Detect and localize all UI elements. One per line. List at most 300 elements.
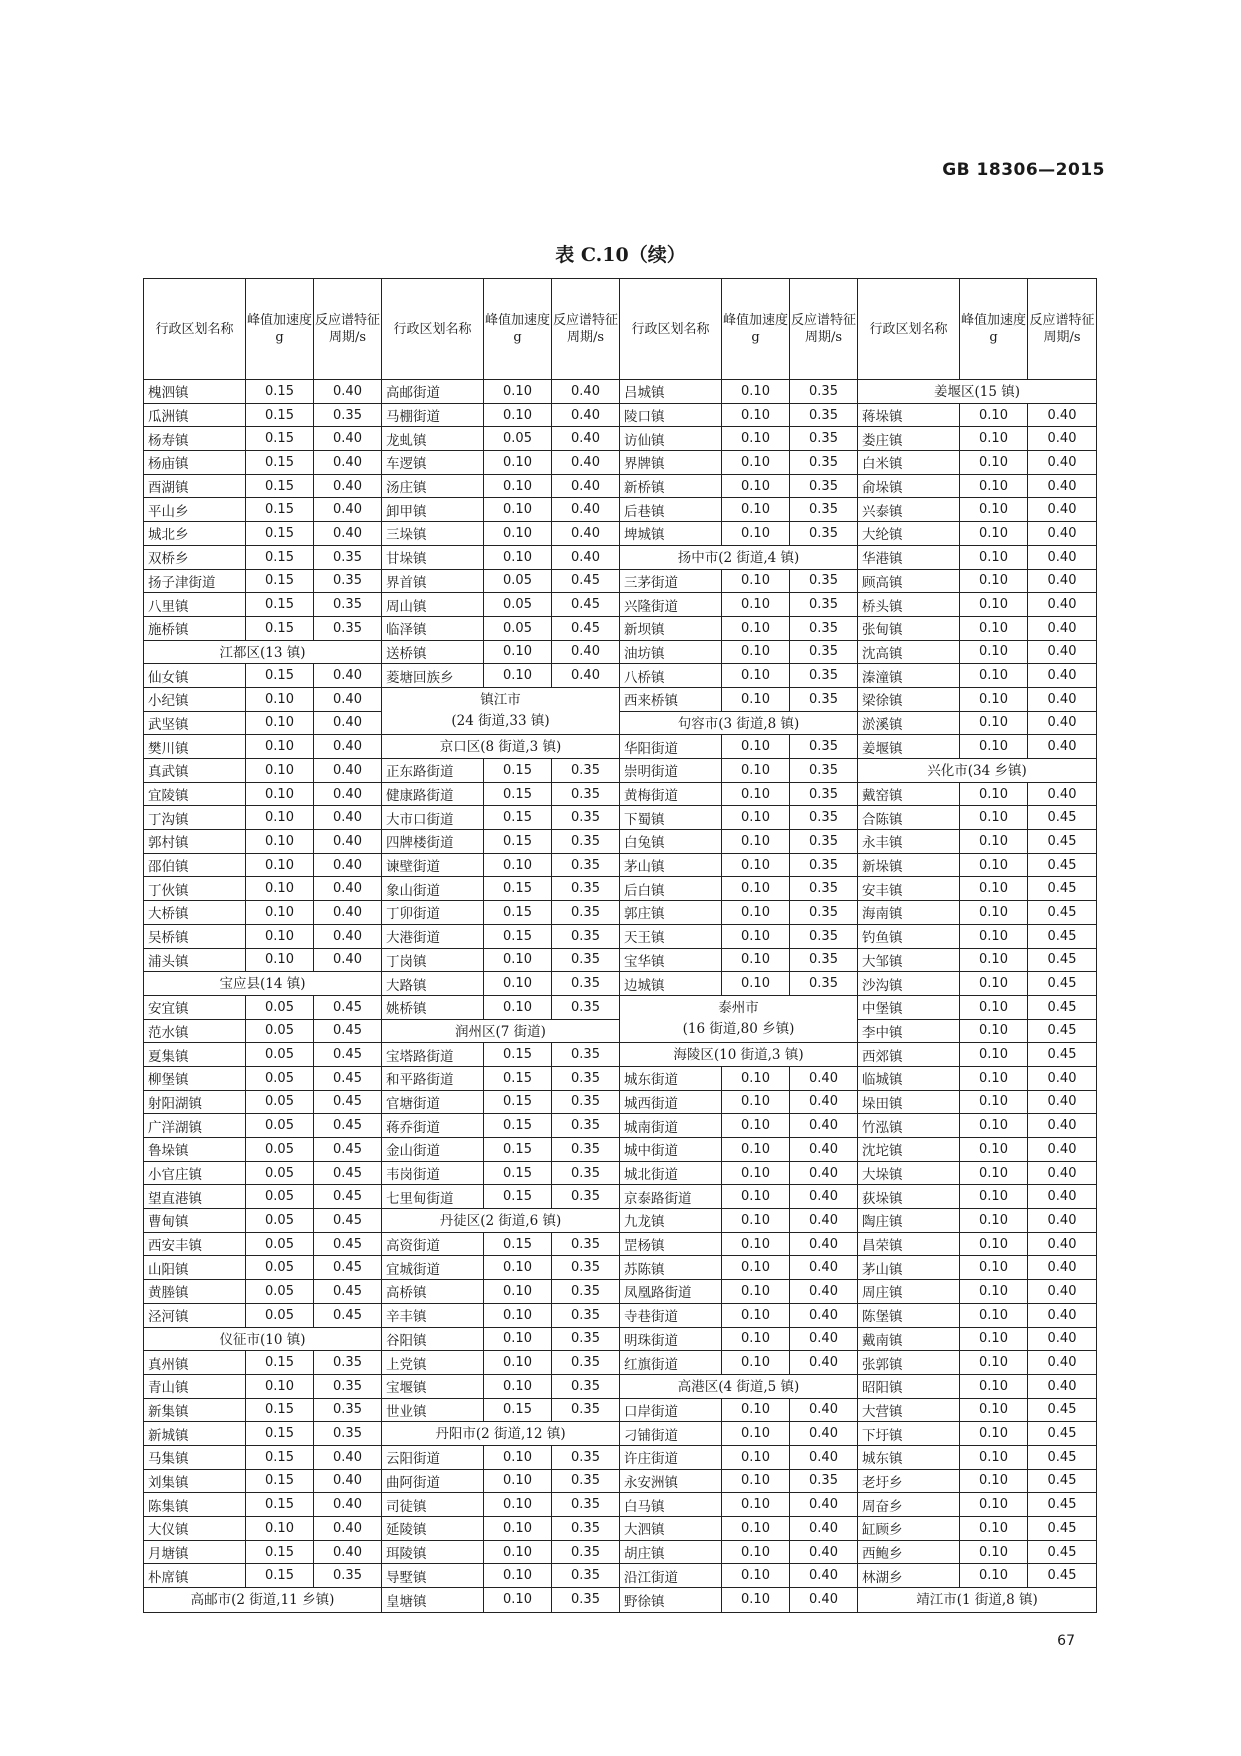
table-row <box>858 1114 1096 1138</box>
characteristic-period: 0.40 <box>809 1165 838 1181</box>
characteristic-period: 0.40 <box>1047 1260 1077 1276</box>
table-row <box>620 1422 857 1446</box>
peak-acceleration: 0.10 <box>722 901 790 924</box>
district-header: 海陵区(10 街道,3 镇) <box>620 1043 857 1067</box>
division-name: 垛田镇 <box>858 1091 960 1114</box>
peak-acceleration: 0.10 <box>484 972 552 995</box>
table-row <box>144 1351 381 1375</box>
table-row <box>620 1541 857 1565</box>
characteristic-period: 0.45 <box>333 1189 362 1205</box>
header-name: 行政区划名称 <box>382 279 484 379</box>
table-row <box>858 641 1096 665</box>
table-row <box>620 1233 857 1257</box>
table-row <box>620 1091 857 1115</box>
peak-acceleration: 0.10 <box>722 735 790 758</box>
division-name: 真武镇 <box>144 759 246 782</box>
table-row <box>382 498 619 522</box>
table-row <box>858 1280 1096 1304</box>
peak-acceleration: 0.05 <box>484 427 552 450</box>
table-row <box>858 498 1096 522</box>
table-row <box>382 1280 619 1304</box>
peak-acceleration: 0.10 <box>246 854 314 877</box>
division-name: 后白镇 <box>620 877 722 900</box>
peak-acceleration: 0.10 <box>960 1517 1028 1540</box>
table-row <box>382 925 619 949</box>
table-row <box>858 1422 1096 1446</box>
peak-acceleration: 0.15 <box>246 1470 314 1493</box>
characteristic-period: 0.40 <box>1047 739 1077 755</box>
peak-acceleration: 0.10 <box>722 1114 790 1137</box>
characteristic-period: 0.35 <box>571 1473 600 1489</box>
division-name: 吴桥镇 <box>144 925 246 948</box>
peak-acceleration: 0.10 <box>246 925 314 948</box>
peak-acceleration: 0.10 <box>722 1470 790 1493</box>
characteristic-period: 0.40 <box>1047 454 1077 470</box>
division-name: 健康路街道 <box>382 783 484 806</box>
table-row <box>382 1588 619 1612</box>
table-row <box>620 1517 857 1541</box>
peak-acceleration: 0.10 <box>722 925 790 948</box>
peak-acceleration: 0.10 <box>484 1351 552 1374</box>
table-row <box>144 854 381 878</box>
table-row <box>620 949 857 973</box>
peak-acceleration: 0.10 <box>484 1588 552 1612</box>
characteristic-period: 0.35 <box>571 1568 600 1584</box>
peak-acceleration: 0.15 <box>484 1399 552 1422</box>
division-name: 酉湖镇 <box>144 475 246 498</box>
peak-acceleration: 0.10 <box>960 1162 1028 1185</box>
characteristic-period: 0.40 <box>333 691 362 707</box>
division-name: 沙沟镇 <box>858 972 960 995</box>
peak-acceleration: 0.15 <box>484 1233 552 1256</box>
division-name: 凤凰路街道 <box>620 1280 722 1303</box>
table-row <box>144 593 381 617</box>
characteristic-period: 0.35 <box>571 1283 600 1299</box>
district-header: 润州区(7 街道) <box>382 1020 619 1044</box>
table-row <box>858 1375 1096 1399</box>
division-name: 新垛镇 <box>858 854 960 877</box>
peak-acceleration: 0.10 <box>960 1446 1028 1469</box>
characteristic-period: 0.40 <box>333 810 362 826</box>
peak-acceleration: 0.05 <box>246 1138 314 1161</box>
division-name: 山阳镇 <box>144 1256 246 1279</box>
table-row <box>858 688 1096 712</box>
peak-acceleration: 0.05 <box>246 1280 314 1303</box>
district-header: 兴化市(34 乡镇) <box>858 759 1096 783</box>
peak-acceleration: 0.15 <box>484 1185 552 1208</box>
peak-acceleration: 0.10 <box>722 1185 790 1208</box>
header-peak-acceleration: 峰值加速度g <box>484 279 552 379</box>
table-row <box>620 617 857 641</box>
division-name: 四牌楼街道 <box>382 830 484 853</box>
peak-acceleration: 0.10 <box>722 1304 790 1327</box>
characteristic-period: 0.35 <box>333 407 362 423</box>
column-header <box>382 279 619 380</box>
peak-acceleration: 0.10 <box>722 451 790 474</box>
division-name: 陶庄镇 <box>858 1209 960 1232</box>
characteristic-period: 0.40 <box>333 881 362 897</box>
division-name: 浦头镇 <box>144 949 246 972</box>
table-row <box>144 1446 381 1470</box>
peak-acceleration: 0.10 <box>484 1470 552 1493</box>
characteristic-period: 0.35 <box>571 928 600 944</box>
characteristic-period: 0.40 <box>333 1497 362 1513</box>
division-name: 钓鱼镇 <box>858 925 960 948</box>
table-row <box>144 925 381 949</box>
peak-acceleration: 0.10 <box>722 830 790 853</box>
peak-acceleration: 0.10 <box>246 735 314 758</box>
table-row <box>620 1162 857 1186</box>
table-row <box>382 1233 619 1257</box>
characteristic-period: 0.35 <box>809 454 838 470</box>
division-name: 武坚镇 <box>144 712 246 735</box>
peak-acceleration: 0.15 <box>246 570 314 593</box>
table-row <box>382 854 619 878</box>
division-name: 马集镇 <box>144 1446 246 1469</box>
peak-acceleration: 0.15 <box>484 1091 552 1114</box>
column-header <box>144 279 381 380</box>
column-header <box>858 279 1096 380</box>
division-name: 范水镇 <box>144 1020 246 1043</box>
district-header: 靖江市(1 街道,8 镇) <box>916 1592 1038 1609</box>
table-row <box>858 593 1096 617</box>
characteristic-period: 0.40 <box>809 1592 838 1608</box>
table-row <box>144 1256 381 1280</box>
peak-acceleration: 0.10 <box>246 901 314 924</box>
division-name: 访仙镇 <box>620 427 722 450</box>
characteristic-period: 0.35 <box>809 478 838 494</box>
characteristic-period: 0.40 <box>809 1070 838 1086</box>
characteristic-period: 0.35 <box>571 1070 600 1086</box>
characteristic-period: 0.40 <box>333 833 362 849</box>
table-row <box>858 854 1096 878</box>
characteristic-period: 0.40 <box>1047 786 1077 802</box>
table-row <box>382 806 619 830</box>
characteristic-period: 0.45 <box>333 1283 362 1299</box>
table-row <box>144 1114 381 1138</box>
header-peak-acceleration: 峰值加速度g <box>722 279 790 379</box>
peak-acceleration: 0.10 <box>484 1517 552 1540</box>
division-name: 海南镇 <box>858 901 960 924</box>
table-row <box>858 451 1096 475</box>
table-row <box>620 1304 857 1328</box>
characteristic-period: 0.40 <box>1047 715 1077 731</box>
division-name: 大邹镇 <box>858 949 960 972</box>
division-name: 吕城镇 <box>620 380 722 403</box>
division-name: 下圩镇 <box>858 1422 960 1445</box>
characteristic-period: 0.40 <box>1047 644 1077 660</box>
table-row <box>144 1280 381 1304</box>
district-header: 丹阳市(2 街道,12 镇) <box>382 1422 619 1446</box>
characteristic-period: 0.40 <box>809 1283 838 1299</box>
table-row <box>382 901 619 925</box>
characteristic-period: 0.45 <box>1047 1047 1077 1063</box>
characteristic-period: 0.40 <box>1047 1118 1077 1134</box>
peak-acceleration: 0.10 <box>960 783 1028 806</box>
table-row <box>620 854 857 878</box>
characteristic-period: 0.35 <box>809 928 838 944</box>
characteristic-period: 0.40 <box>333 1520 362 1536</box>
division-name: 泾河镇 <box>144 1304 246 1327</box>
peak-acceleration: 0.05 <box>484 617 552 640</box>
peak-acceleration: 0.10 <box>960 641 1028 664</box>
peak-acceleration: 0.10 <box>722 522 790 545</box>
division-name: 顾高镇 <box>858 570 960 593</box>
header-characteristic-period: 反应谱特征周期/s <box>552 313 618 345</box>
column-header <box>620 279 857 380</box>
division-name: 杨寿镇 <box>144 427 246 450</box>
characteristic-period: 0.35 <box>571 1307 600 1323</box>
peak-acceleration: 0.15 <box>484 1162 552 1185</box>
division-name: 双桥乡 <box>144 546 246 569</box>
division-name: 安宜镇 <box>144 996 246 1019</box>
table-row <box>144 1209 381 1233</box>
division-name: 卸甲镇 <box>382 498 484 521</box>
table-row <box>382 475 619 499</box>
division-name: 小官庄镇 <box>144 1162 246 1185</box>
characteristic-period: 0.40 <box>809 1118 838 1134</box>
characteristic-period: 0.35 <box>571 1331 600 1347</box>
peak-acceleration: 0.05 <box>246 1020 314 1043</box>
characteristic-period: 0.35 <box>333 1402 362 1418</box>
peak-acceleration: 0.10 <box>960 617 1028 640</box>
peak-acceleration: 0.15 <box>246 404 314 427</box>
peak-acceleration: 0.10 <box>722 593 790 616</box>
division-name: 曹甸镇 <box>144 1209 246 1232</box>
characteristic-period: 0.35 <box>333 597 362 613</box>
table-row <box>382 593 619 617</box>
table-row <box>858 925 1096 949</box>
characteristic-period: 0.45 <box>333 1023 362 1039</box>
division-name: 丁沟镇 <box>144 806 246 829</box>
peak-acceleration: 0.05 <box>246 996 314 1019</box>
division-name: 高邮街道 <box>382 380 484 403</box>
district-header: 仪征市(10 镇) <box>144 1328 381 1352</box>
characteristic-period: 0.40 <box>333 952 362 968</box>
city-header-text <box>620 996 857 1042</box>
division-name: 城东镇 <box>858 1446 960 1469</box>
table-row <box>144 877 381 901</box>
characteristic-period: 0.40 <box>809 1544 838 1560</box>
header-characteristic-period: 反应谱特征周期/s <box>1029 313 1095 345</box>
table-row <box>858 617 1096 641</box>
characteristic-period: 0.35 <box>809 573 838 589</box>
characteristic-period: 0.40 <box>1047 1212 1077 1228</box>
city-subdivision-count: (24 街道,33 镇) <box>451 713 550 730</box>
header-peak-acceleration: 峰值加速度g <box>246 279 314 379</box>
peak-acceleration: 0.10 <box>960 1138 1028 1161</box>
division-name: 红旗街道 <box>620 1351 722 1374</box>
division-name: 送桥镇 <box>382 641 484 664</box>
division-name: 新集镇 <box>144 1399 246 1422</box>
table-row <box>144 1233 381 1257</box>
peak-acceleration: 0.15 <box>246 1422 314 1445</box>
table-row <box>144 1185 381 1209</box>
table-row <box>382 759 619 783</box>
peak-acceleration: 0.15 <box>246 664 314 687</box>
table-row <box>382 641 619 665</box>
peak-acceleration: 0.10 <box>722 1564 790 1587</box>
division-name: 永安洲镇 <box>620 1470 722 1493</box>
table-row <box>382 1304 619 1328</box>
peak-acceleration: 0.10 <box>484 1541 552 1564</box>
division-name: 沈坨镇 <box>858 1138 960 1161</box>
characteristic-period: 0.35 <box>809 881 838 897</box>
characteristic-period: 0.45 <box>1047 1473 1077 1489</box>
table-row <box>382 1541 619 1565</box>
characteristic-period: 0.40 <box>333 502 362 518</box>
table-row <box>144 617 381 641</box>
characteristic-period: 0.35 <box>571 952 600 968</box>
table-row <box>144 1470 381 1494</box>
table-row <box>858 546 1096 570</box>
table-column <box>620 279 858 1612</box>
city-header-text <box>382 688 619 734</box>
characteristic-period: 0.35 <box>571 1260 600 1276</box>
peak-acceleration: 0.10 <box>960 451 1028 474</box>
peak-acceleration: 0.05 <box>246 1114 314 1137</box>
district-header: 句容市(3 街道,8 镇) <box>620 712 857 736</box>
characteristic-period: 0.45 <box>1047 952 1077 968</box>
division-name: 槐泗镇 <box>144 380 246 403</box>
table-row <box>382 427 619 451</box>
division-name: 临城镇 <box>858 1067 960 1090</box>
characteristic-period: 0.40 <box>571 407 600 423</box>
peak-acceleration: 0.15 <box>246 1399 314 1422</box>
division-name: 戴窑镇 <box>858 783 960 806</box>
table-row <box>144 546 381 570</box>
division-name: 城西街道 <box>620 1091 722 1114</box>
peak-acceleration: 0.10 <box>484 996 552 1019</box>
table-row <box>858 1162 1096 1186</box>
table-row <box>144 1091 381 1115</box>
characteristic-period: 0.35 <box>333 620 362 636</box>
division-name: 华港镇 <box>858 546 960 569</box>
peak-acceleration: 0.10 <box>722 1280 790 1303</box>
peak-acceleration: 0.05 <box>484 593 552 616</box>
division-name: 大路镇 <box>382 972 484 995</box>
peak-acceleration: 0.15 <box>246 1564 314 1587</box>
division-name: 世业镇 <box>382 1399 484 1422</box>
characteristic-period: 0.35 <box>809 762 838 778</box>
table-row <box>858 1209 1096 1233</box>
division-name: 西鲍乡 <box>858 1541 960 1564</box>
characteristic-period: 0.45 <box>1047 976 1077 992</box>
characteristic-period: 0.40 <box>1047 1165 1077 1181</box>
table-row <box>858 1541 1096 1565</box>
table-row <box>144 498 381 522</box>
division-name: 延陵镇 <box>382 1517 484 1540</box>
characteristic-period: 0.35 <box>809 952 838 968</box>
peak-acceleration: 0.15 <box>484 759 552 782</box>
peak-acceleration: 0.05 <box>246 1304 314 1327</box>
table-row <box>858 1304 1096 1328</box>
peak-acceleration: 0.10 <box>960 593 1028 616</box>
table-row <box>382 1328 619 1352</box>
header-name: 行政区划名称 <box>620 279 722 379</box>
peak-acceleration: 0.05 <box>246 1185 314 1208</box>
characteristic-period: 0.35 <box>571 1141 600 1157</box>
table-row <box>144 427 381 451</box>
table-row <box>382 1256 619 1280</box>
characteristic-period: 0.35 <box>809 431 838 447</box>
characteristic-period: 0.40 <box>333 928 362 944</box>
peak-acceleration: 0.10 <box>246 712 314 735</box>
city-name: 镇江市 <box>480 692 521 709</box>
peak-acceleration: 0.10 <box>722 427 790 450</box>
peak-acceleration: 0.15 <box>484 830 552 853</box>
division-name: 许庄街道 <box>620 1446 722 1469</box>
characteristic-period: 0.35 <box>333 1568 362 1584</box>
peak-acceleration: 0.15 <box>246 498 314 521</box>
characteristic-period: 0.45 <box>1047 1023 1077 1039</box>
division-name: 丁卯街道 <box>382 901 484 924</box>
district-header: 扬中市(2 街道,4 镇) <box>620 546 857 570</box>
table-row <box>382 1564 619 1588</box>
division-name: 郭庄镇 <box>620 901 722 924</box>
characteristic-period: 0.45 <box>333 1212 362 1228</box>
characteristic-period: 0.40 <box>571 478 600 494</box>
characteristic-period: 0.45 <box>1047 1520 1077 1536</box>
division-name: 周山镇 <box>382 593 484 616</box>
division-name: 下蜀镇 <box>620 806 722 829</box>
characteristic-period: 0.40 <box>333 454 362 470</box>
peak-acceleration: 0.10 <box>960 1209 1028 1232</box>
division-name: 车逻镇 <box>382 451 484 474</box>
characteristic-period: 0.35 <box>333 549 362 565</box>
characteristic-period: 0.40 <box>333 904 362 920</box>
peak-acceleration: 0.10 <box>960 1280 1028 1303</box>
peak-acceleration: 0.10 <box>960 1020 1028 1043</box>
characteristic-period: 0.35 <box>809 810 838 826</box>
characteristic-period: 0.40 <box>809 1331 838 1347</box>
characteristic-period: 0.35 <box>571 1189 600 1205</box>
division-name: 大泗镇 <box>620 1517 722 1540</box>
peak-acceleration: 0.15 <box>484 1114 552 1137</box>
table-row <box>620 1470 857 1494</box>
peak-acceleration: 0.15 <box>246 593 314 616</box>
table-row <box>620 783 857 807</box>
peak-acceleration: 0.10 <box>722 498 790 521</box>
characteristic-period: 0.40 <box>1047 691 1077 707</box>
division-name: 官塘街道 <box>382 1091 484 1114</box>
division-name: 甘垛镇 <box>382 546 484 569</box>
peak-acceleration: 0.10 <box>960 806 1028 829</box>
table-row <box>382 1517 619 1541</box>
district-header: 宝应县(14 镇) <box>144 972 381 996</box>
table-row <box>382 830 619 854</box>
table-row <box>144 901 381 925</box>
characteristic-period: 0.40 <box>809 1260 838 1276</box>
peak-acceleration: 0.10 <box>960 664 1028 687</box>
characteristic-period: 0.35 <box>571 1449 600 1465</box>
table-row <box>620 475 857 499</box>
peak-acceleration: 0.10 <box>960 498 1028 521</box>
table-column <box>858 279 1096 1612</box>
peak-acceleration: 0.05 <box>246 1091 314 1114</box>
characteristic-period: 0.40 <box>1047 1094 1077 1110</box>
table-row <box>144 949 381 973</box>
table-row <box>382 1185 619 1209</box>
table-row <box>620 404 857 428</box>
table-row <box>382 617 619 641</box>
division-name: 白米镇 <box>858 451 960 474</box>
table-row <box>382 1162 619 1186</box>
district-header: 高邮市(2 街道,11 乡镇) <box>190 1592 335 1609</box>
characteristic-period: 0.35 <box>809 620 838 636</box>
characteristic-period: 0.40 <box>1047 478 1077 494</box>
peak-acceleration: 0.10 <box>960 972 1028 995</box>
